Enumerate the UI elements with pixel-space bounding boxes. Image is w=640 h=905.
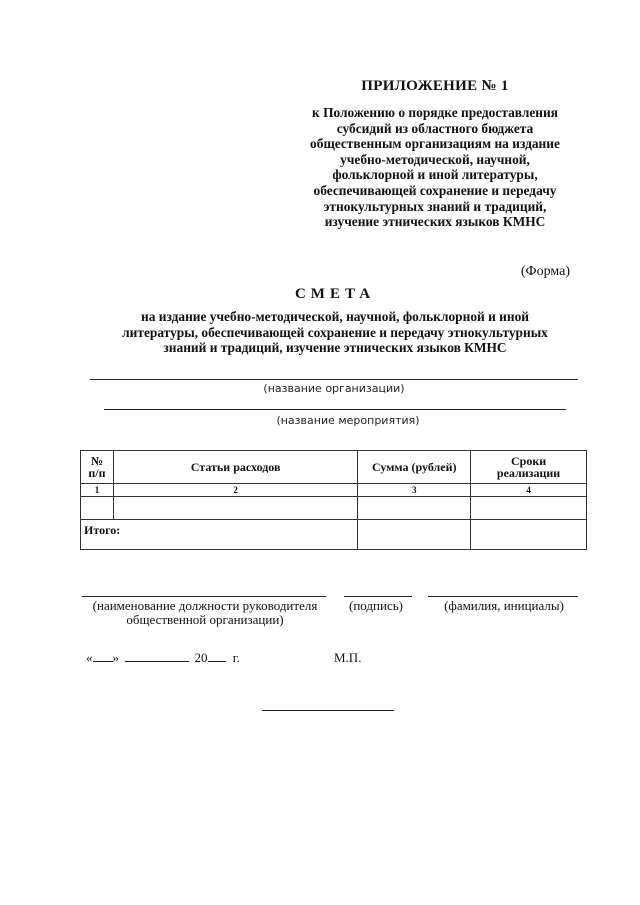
appendix-line: изучение этнических языков КМНС xyxy=(324,214,546,230)
total-terms-cell xyxy=(471,520,587,550)
table-header-row xyxy=(81,451,587,484)
appendix-title: ПРИЛОЖЕНИЕ № 1 xyxy=(361,78,509,94)
bottom-line xyxy=(262,710,394,711)
position-line xyxy=(82,596,326,597)
organization-caption: (название организации) xyxy=(263,382,405,395)
day-blank xyxy=(93,650,113,662)
estimate-table xyxy=(80,450,587,550)
estimate-subtitle xyxy=(100,309,570,356)
total-row xyxy=(81,520,587,550)
column-number-row xyxy=(81,484,587,497)
appendix-line: обеспечивающей сохранение и передачу xyxy=(313,182,557,198)
signature-caption: (подпись) xyxy=(349,598,403,613)
appendix-header xyxy=(270,78,600,230)
table-cell xyxy=(81,497,114,520)
position-caption: (наименование должности руководителя общественной организации) xyxy=(92,598,318,627)
header-num: № п/п xyxy=(81,451,114,484)
event-line xyxy=(104,409,566,410)
form-label: (Форма) xyxy=(520,264,570,279)
table-row xyxy=(81,497,587,520)
header-sum: Сумма (рублей) xyxy=(358,451,471,484)
signature-line xyxy=(344,596,412,597)
column-number: 3 xyxy=(358,484,471,497)
date-line: « » 20 г. xyxy=(86,650,240,665)
name-caption: (фамилия, инициалы) xyxy=(444,598,564,613)
name-line xyxy=(428,596,578,597)
year-blank xyxy=(208,650,226,662)
event-caption: (название мероприятия) xyxy=(276,414,420,427)
table-cell xyxy=(113,497,357,520)
total-label: Итого: xyxy=(81,520,358,550)
estimate-subtitle-line: знаний и традиций, изучение этнических языков КМНС xyxy=(163,340,507,356)
appendix-line: к Положению о порядке предоставления xyxy=(312,105,558,120)
total-sum-cell xyxy=(358,520,471,550)
column-number: 4 xyxy=(471,484,587,497)
estimate-subtitle-line: литературы, обеспечивающей сохранение и передачу этнокультурных xyxy=(122,324,548,340)
header-terms: Сроки реализации xyxy=(471,451,587,484)
stamp-label: М.П. xyxy=(334,650,362,665)
appendix-line: этнокультурных знаний и традиций, xyxy=(323,198,547,214)
column-number: 2 xyxy=(113,484,357,497)
appendix-line: общественным организациям на издание xyxy=(310,136,560,152)
column-number: 1 xyxy=(81,484,114,497)
month-blank xyxy=(125,650,189,662)
header-items: Статьи расходов xyxy=(113,451,357,484)
appendix-line: учебно-методической, научной, xyxy=(340,151,530,167)
table-cell xyxy=(358,497,471,520)
estimate-title: СМЕТА xyxy=(294,286,376,302)
estimate-subtitle-line: на издание учебно-методической, научной, фольклорной и иной xyxy=(141,309,529,324)
organization-line xyxy=(90,379,578,380)
appendix-text xyxy=(270,105,600,230)
appendix-line: субсидий из областного бюджета xyxy=(336,120,534,136)
table-cell xyxy=(471,497,587,520)
appendix-line: фольклорной и иной литературы, xyxy=(332,167,538,183)
